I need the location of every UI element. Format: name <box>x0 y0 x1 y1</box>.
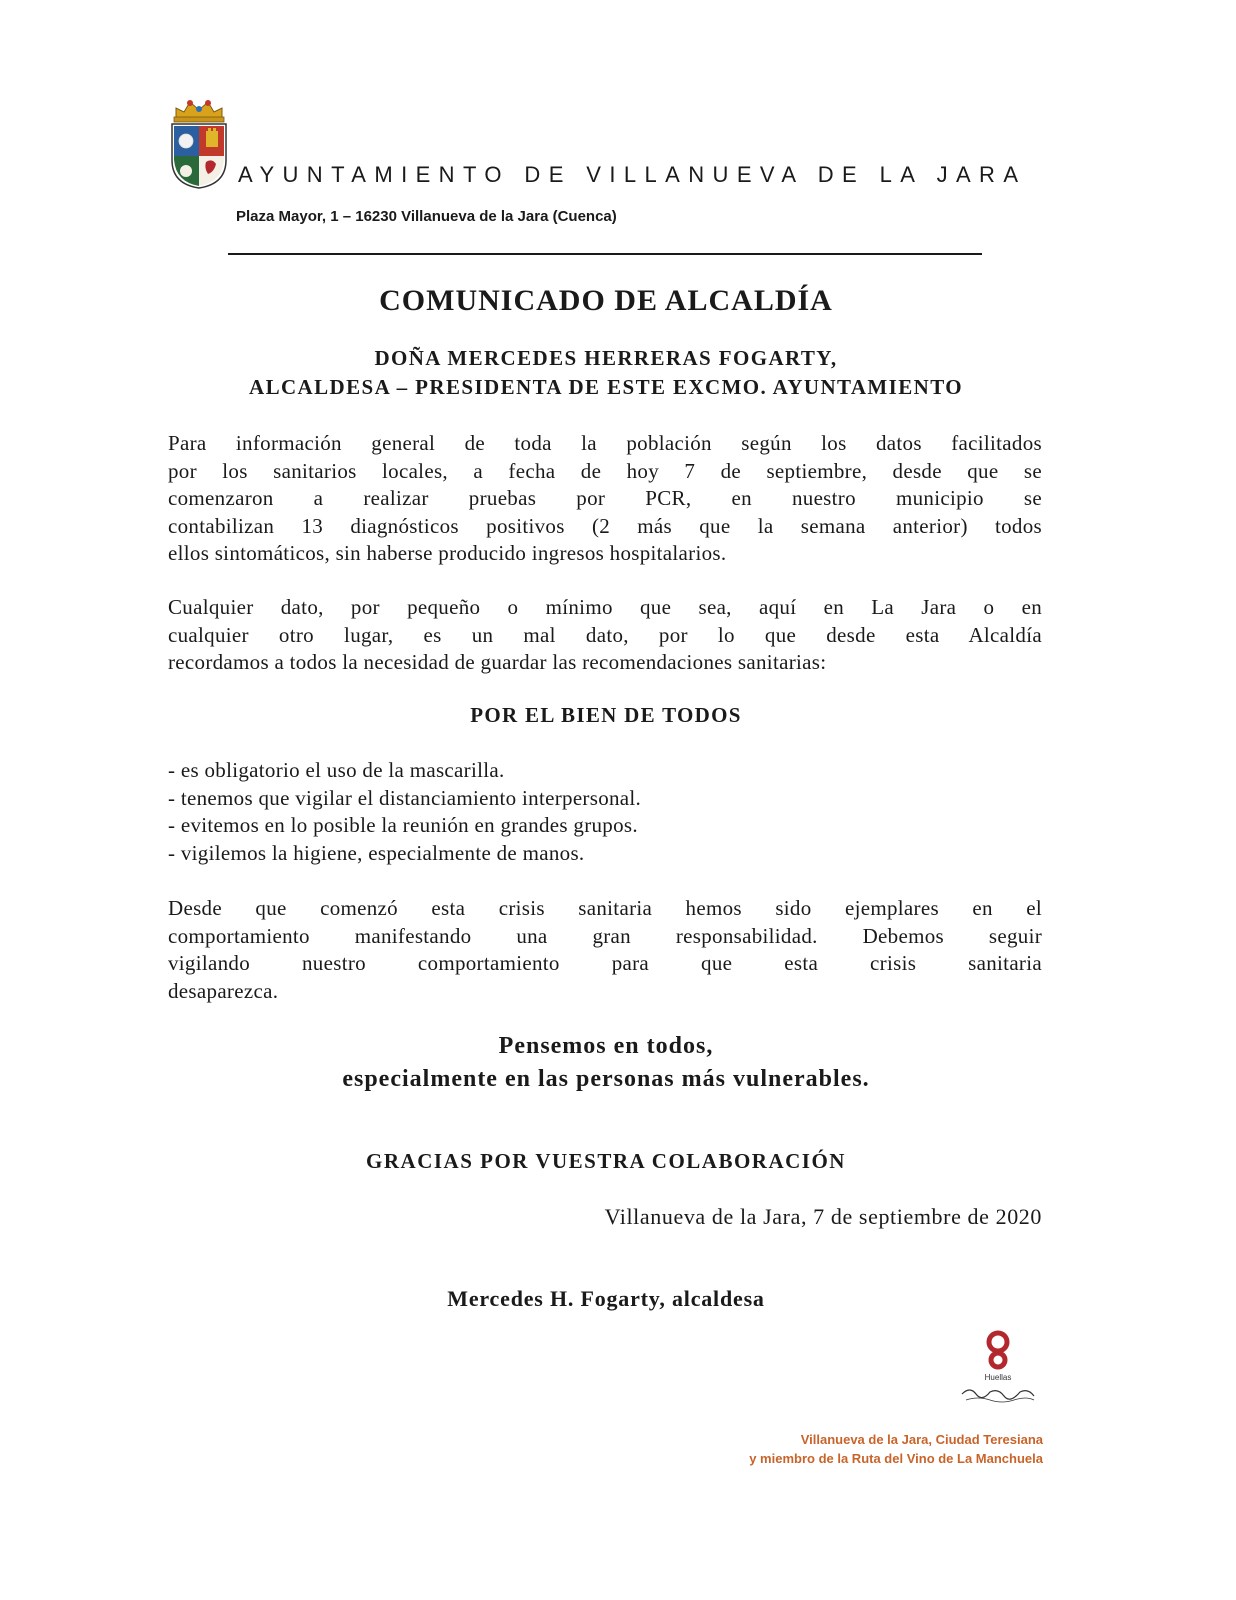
header-divider <box>228 253 982 255</box>
paragraph-line: contabilizan 13 diagnósticos positivos (2 más que la semana anterior) todos <box>168 513 1042 538</box>
paragraph-line: Cualquier dato, por pequeño o mínimo que sea, aquí en La Jara o en <box>168 595 1042 619</box>
document-date: Villanueva de la Jara, 7 de septiembre de 2020 <box>604 1204 1042 1229</box>
paragraph-behaviour <box>168 895 1042 1005</box>
thanks-line: GRACIAS POR VUESTRA COLABORACIÓN <box>366 1149 846 1173</box>
paragraph-line: Para información general de toda la población según los datos facilitados <box>168 431 1042 455</box>
list-item: - vigilemos la higiene, especialmente de manos. <box>168 840 585 865</box>
footer-line: y miembro de la Ruta del Vino de La Manchuela <box>749 1451 1043 1466</box>
footer-line: Villanueva de la Jara, Ciudad Teresiana <box>800 1432 1043 1447</box>
recommendations-list <box>168 757 1042 867</box>
paragraph-line: desaparezca. <box>168 978 279 1003</box>
page-title: COMUNICADO DE ALCALDÍA <box>379 284 833 317</box>
organization-name: AYUNTAMIENTO DE VILLANUEVA DE LA JARA <box>238 162 1027 187</box>
closing-line: Pensemos en todos, <box>498 1033 714 1059</box>
paragraph-line: ellos sintomáticos, sin haberse producido ingresos hospitalarios. <box>168 541 727 565</box>
subtitle-mayor-role: ALCALDESA – PRESIDENTA DE ESTE EXCMO. AYUNTAMIENTO <box>249 375 963 399</box>
subtitle-mayor-name: DOÑA MERCEDES HERRERAS FOGARTY, <box>374 346 838 370</box>
closing-line: especialmente en las personas más vulnerables. <box>342 1066 870 1092</box>
coat-of-arms-icon <box>168 98 230 190</box>
paragraph-line: comportamiento manifestando una gran responsabilidad. Debemos seguir <box>168 923 1042 948</box>
paragraph-line: cualquier otro lugar, es un mal dato, por lo que desde esta Alcaldía <box>168 622 1042 647</box>
paragraph-line: vigilando nuestro comportamiento para que esta crisis sanitaria <box>168 951 1042 975</box>
paragraph-line: comenzaron a realizar pruebas por PCR, en nuestro municipio se <box>168 486 1042 510</box>
paragraph-line: Desde que comenzó esta crisis sanitaria hemos sido ejemplares en el <box>168 896 1042 920</box>
list-item: - tenemos que vigilar el distanciamiento interpersonal. <box>168 785 642 810</box>
paragraph-line: recordamos a todos la necesidad de guardar las recomendaciones sanitarias: <box>168 650 827 674</box>
huellas-logo-label: Huellas <box>984 1373 1012 1382</box>
paragraph-information <box>168 430 1042 568</box>
organization-address: Plaza Mayor, 1 – 16230 Villanueva de la Jara (Cuenca) <box>236 208 617 225</box>
signature: Mercedes H. Fogarty, alcaldesa <box>447 1286 765 1311</box>
paragraph-reminder <box>168 594 1042 677</box>
paragraph-line: por los sanitarios locales, a fecha de hoy 7 de septiembre, desde que se <box>168 458 1042 483</box>
list-item: - evitemos en lo posible la reunión en grandes grupos. <box>168 813 638 837</box>
list-item: - es obligatorio el uso de la mascarilla. <box>168 758 505 782</box>
section-heading: POR EL BIEN DE TODOS <box>470 703 742 727</box>
huellas-logo-icon <box>954 1330 1040 1410</box>
